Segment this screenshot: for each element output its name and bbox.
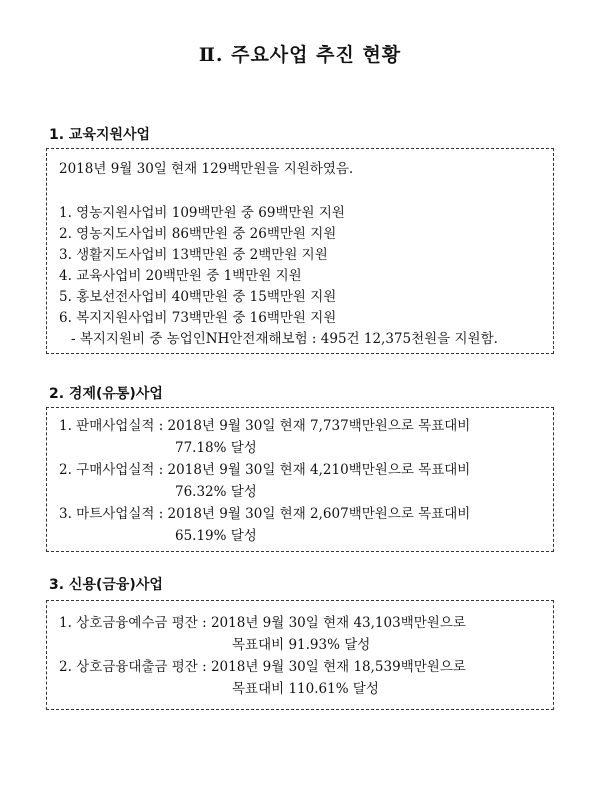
section-heading-education: 1. 교육지원사업	[49, 127, 151, 143]
page-title: Ⅱ. 주요사업 추진 현황	[198, 44, 402, 66]
list-item: 1. 상호금융예수금 평잔 : 2018년 9월 30일 현재 43,103백만원으로	[59, 615, 466, 631]
list-item: 1. 영농지원사업비 109백만원 중 69백만원 지원	[59, 205, 345, 221]
section-box-economy	[46, 407, 554, 552]
list-item: 1. 판매사업실적 : 2018년 9월 30일 현재 7,737백만원으로 목표대비	[59, 418, 471, 434]
section-box-education	[46, 148, 554, 354]
list-item: 3. 생활지도사업비 13백만원 중 2백만원 지원	[59, 247, 328, 263]
section-heading-credit: 3. 신용(금융)사업	[49, 577, 163, 593]
list-item: 6. 복지지원사업비 73백만원 중 16백만원 지원	[59, 310, 337, 326]
list-item: 4. 교육사업비 20백만원 중 1백만원 지원	[59, 268, 302, 284]
section-heading-economy: 2. 경제(유통)사업	[49, 386, 163, 402]
section-box-credit	[46, 600, 554, 710]
note-line: - 복지지원비 중 농업인NH안전재해보험 : 495건 12,375천원을 지원함.	[71, 331, 498, 347]
list-item: 2. 구매사업실적 : 2018년 9월 30일 현재 4,210백만원으로 목표대비	[59, 462, 471, 478]
list-item: 2. 상호금융대출금 평잔 : 2018년 9월 30일 현재 18,539백만원으로	[59, 659, 466, 675]
summary-line: 2018년 9월 30일 현재 129백만원을 지원하였음.	[59, 161, 354, 177]
list-item: 2. 영농지도사업비 86백만원 중 26백만원 지원	[59, 226, 337, 242]
list-item-continuation: 76.32% 달성	[175, 484, 257, 500]
list-item-continuation: 77.18% 달성	[175, 440, 257, 456]
list-item: 5. 홍보선전사업비 40백만원 중 15백만원 지원	[59, 289, 337, 305]
list-item: 3. 마트사업실적 : 2018년 9월 30일 현재 2,607백만원으로 목표대비	[59, 506, 471, 522]
list-item-continuation: 65.19% 달성	[175, 528, 257, 544]
list-item-continuation: 목표대비 110.61% 달성	[232, 681, 379, 697]
list-item-continuation: 목표대비 91.93% 달성	[232, 637, 371, 653]
